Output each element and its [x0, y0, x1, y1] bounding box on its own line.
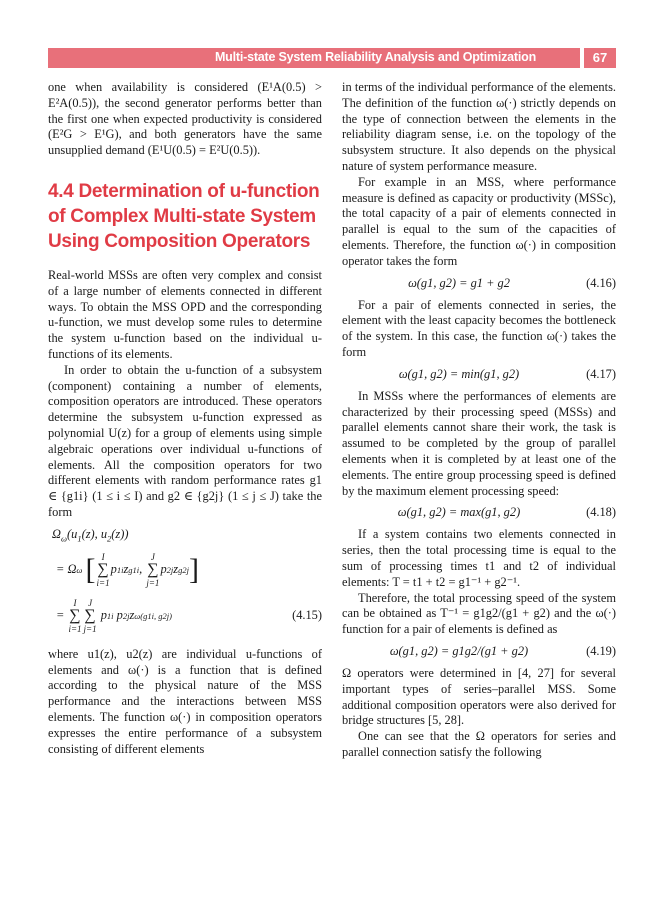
equation-4-19: [342, 640, 616, 664]
eq-4-15-line3: = I ∑ i=1 J ∑ j=1 p 1i p 2j z ω(g1i, g2j) (4.15): [56, 597, 322, 634]
left-column: [48, 80, 322, 757]
header-bar: [48, 48, 580, 68]
equation-4-18: [342, 501, 616, 525]
right-paragraph-7: Ω operators were determined in [4, 27] for several important types of series–parallel MSS. Some additional composition operators were also derived for bridge structures [5, 28].: [342, 665, 616, 728]
eq-4-15-lhs: $\Omega_\omega(u_1(z)$, $u_2(z)$): [52, 526, 129, 544]
eq-4-16-expr: ω(g1, g2) = g1 + g2: [408, 275, 510, 290]
right-paragraph-6: Therefore, the total processing speed of the system can be obtained as T⁻¹ = g1g2/(g1 + g2) and the ω(·) function for a pair of elements is defined as: [342, 590, 616, 637]
eq-4-17-expr: ω(g1, g2) = min(g1, g2): [398, 366, 520, 381]
eq-4-19-number: (4.19): [586, 644, 616, 658]
left-paragraph-4: where u1(z), u2(z) are individual u-functions of elements and ω(·) is a function that is defined according to the physical nature of the MSS performance and the interactions between MSS elements. The function ω(·) in composition operators expresses the entire performance of a subsystem consisting of different elements: [48, 646, 322, 756]
right-paragraph-1: in terms of the individual performance of the elements. The definition of the function ω(·) strictly depends on the type of connection between the elements in the reliability diagram sense, i.e. on the topology of the subsystem structure. It also depends on the physical nature of system performance measure.: [342, 80, 616, 173]
page-number: 67: [584, 48, 616, 68]
eq-4-15-line2: = Ω ω [ I ∑ i=1 p 1i z g1i , J ∑ j=1 p 2j z g2j ]: [56, 551, 199, 588]
equation-4-16: [342, 272, 616, 296]
left-paragraph-3: In order to obtain the u-function of a subsystem (component) containing a number of elements, composition operators are introduced. These operators determine the subsystem u-function expressed as polynomial U(z) for a group of elements using simple algebraic operations over individual u-functions of elements. All the composition operators for two different elements with random performance rates g1 ∈ {g1i} (1 ≤ i ≤ I) and g2 ∈ {g2j} (1 ≤ j ≤ J) take the form: [48, 362, 322, 519]
running-header: [48, 48, 616, 68]
right-paragraph-5: If a system contains two elements connected in series, then the total processing time is equal to the sum of processing times t1 and t2 of individual elements: T = t1 + t2 = g1⁻¹ + g2⁻¹.: [342, 527, 616, 589]
equation-4-15: [48, 527, 322, 639]
right-paragraph-3: For a pair of elements connected in series, the element with the least capacity becomes the bottleneck of the system. In this case, the function ω(·) takes the form: [342, 297, 616, 359]
eq-4-17-number: (4.17): [586, 366, 616, 381]
eq-4-18-number: (4.18): [586, 505, 616, 520]
equation-4-17: [342, 363, 616, 387]
left-paragraph-1: one when availability is considered (E¹A(0.5) > E²A(0.5)), the second generator performs better than the first one when expected productivity is considered (E²G > E¹G), and both generators have the same unsupplied demand (E¹U(0.5) = E²U(0.5)).: [48, 80, 322, 158]
right-paragraph-2: For example in an MSS, where performance measure is defined as capacity or productivity (MSSc), the total capacity of a pair of elements connected in parallel is equal to the sum of the capacities of elements. Therefore, the function ω(·) in composition operator takes the form: [342, 174, 616, 268]
right-paragraph-4: In MSSs where the performances of elements are characterized by their processing speed (MSSs) and parallel elements cannot share their work, the task is assumed to be completed by the group of parallel elements when it is completed by at least one of the elements. The entire group processing speed is defined by the maximum element processing speed:: [342, 388, 616, 498]
right-paragraph-8: One can see that the Ω operators for series and parallel connection satisfy the following: [342, 729, 616, 759]
eq-4-19-expr: ω(g1, g2) = g1g2/(g1 + g2): [389, 644, 529, 658]
eq-4-18-expr: ω(g1, g2) = max(g1, g2): [397, 505, 521, 520]
left-paragraph-2: Real-world MSSs are often very complex and consist of a large number of elements connected in different ways. To obtain the MSS OPD and the corresponding u-function, we must develop some rules to determine the system u-function based on the individual u-functions of its elements.: [48, 267, 322, 361]
right-column: [342, 80, 616, 761]
eq-4-16-number: (4.16): [586, 275, 616, 290]
running-title: Multi-state System Reliability Analysis and Optimization: [214, 50, 536, 64]
eq-4-15-number: (4.15): [292, 607, 322, 622]
section-heading: 4.4 Determination of u-function of Complex Multi-state System Using Composition Operators: [48, 180, 320, 252]
